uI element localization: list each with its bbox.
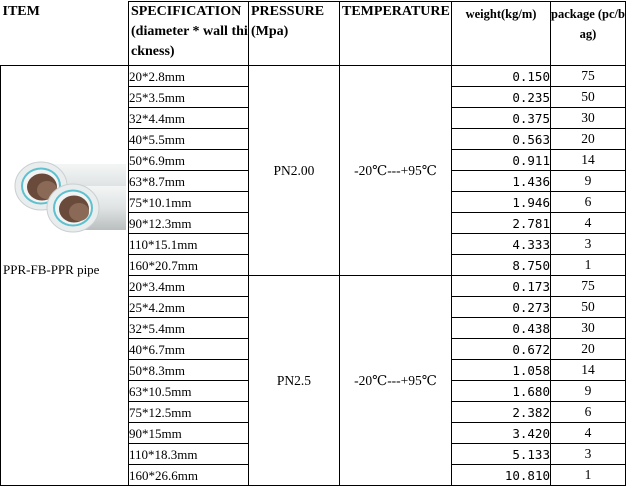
- header-specification: SPECIFICATION (diameter * wall thickness): [129, 2, 249, 66]
- weight-cell: 3.420: [452, 423, 551, 444]
- weight-cell: 0.672: [452, 339, 551, 360]
- spec-cell: 20*2.8mm: [129, 66, 249, 87]
- table-row: [1, 66, 626, 87]
- package-cell: 14: [551, 150, 626, 171]
- package-cell: 75: [551, 66, 626, 87]
- package-cell: 9: [551, 171, 626, 192]
- weight-cell: 0.375: [452, 108, 551, 129]
- item-cell: [1, 66, 129, 486]
- weight-cell: 1.946: [452, 192, 551, 213]
- weight-cell: 0.235: [452, 87, 551, 108]
- spec-cell: 110*15.1mm: [129, 234, 249, 255]
- table-body: [1, 66, 626, 486]
- header-package: package (pc/bag): [551, 2, 626, 66]
- package-cell: 3: [551, 444, 626, 465]
- temperature-cell: -20℃---+95℃: [340, 66, 452, 276]
- weight-cell: 0.563: [452, 129, 551, 150]
- spec-cell: 40*6.7mm: [129, 339, 249, 360]
- spec-cell: 20*3.4mm: [129, 276, 249, 297]
- spec-cell: 63*8.7mm: [129, 171, 249, 192]
- item-name: PPR-FB-PPR pipe: [3, 262, 100, 277]
- pressure-cell: PN2.5: [249, 276, 340, 486]
- spec-cell: 32*5.4mm: [129, 318, 249, 339]
- spec-cell: 110*18.3mm: [129, 444, 249, 465]
- header-pressure: PRESSURE (Mpa): [249, 2, 340, 66]
- header-temperature: TEMPERATURE: [340, 2, 452, 66]
- spec-cell: 50*6.9mm: [129, 150, 249, 171]
- package-cell: 20: [551, 129, 626, 150]
- weight-cell: 8.750: [452, 255, 551, 276]
- spec-cell: 90*12.3mm: [129, 213, 249, 234]
- spec-cell: 25*3.5mm: [129, 87, 249, 108]
- spec-cell: 40*5.5mm: [129, 129, 249, 150]
- weight-cell: 1.680: [452, 381, 551, 402]
- spec-cell: 160*26.6mm: [129, 465, 249, 486]
- weight-cell: 1.058: [452, 360, 551, 381]
- package-cell: 4: [551, 213, 626, 234]
- weight-cell: 2.781: [452, 213, 551, 234]
- weight-cell: 2.382: [452, 402, 551, 423]
- package-cell: 4: [551, 423, 626, 444]
- package-cell: 30: [551, 318, 626, 339]
- spec-cell: 160*20.7mm: [129, 255, 249, 276]
- package-cell: 50: [551, 297, 626, 318]
- package-cell: 3: [551, 234, 626, 255]
- package-cell: 6: [551, 192, 626, 213]
- spec-cell: 90*15mm: [129, 423, 249, 444]
- package-cell: 1: [551, 255, 626, 276]
- package-cell: 30: [551, 108, 626, 129]
- spec-cell: 63*10.5mm: [129, 381, 249, 402]
- package-cell: 20: [551, 339, 626, 360]
- package-cell: 75: [551, 276, 626, 297]
- pressure-cell: PN2.00: [249, 66, 340, 276]
- pipe-photo-icon: [1, 146, 128, 246]
- weight-cell: 0.150: [452, 66, 551, 87]
- header-item: ITEM: [1, 2, 129, 66]
- spec-cell: 75*10.1mm: [129, 192, 249, 213]
- weight-cell: 0.173: [452, 276, 551, 297]
- spec-table: [0, 1, 626, 486]
- spec-cell: 25*4.2mm: [129, 297, 249, 318]
- package-cell: 14: [551, 360, 626, 381]
- spec-cell: 50*8.3mm: [129, 360, 249, 381]
- weight-cell: 1.436: [452, 171, 551, 192]
- header-row: [1, 2, 626, 66]
- package-cell: 1: [551, 465, 626, 486]
- weight-cell: 0.273: [452, 297, 551, 318]
- weight-cell: 10.810: [452, 465, 551, 486]
- weight-cell: 5.133: [452, 444, 551, 465]
- spec-cell: 32*4.4mm: [129, 108, 249, 129]
- weight-cell: 4.333: [452, 234, 551, 255]
- weight-cell: 0.438: [452, 318, 551, 339]
- temperature-cell: -20℃---+95℃: [340, 276, 452, 486]
- weight-cell: 0.911: [452, 150, 551, 171]
- spec-cell: 75*12.5mm: [129, 402, 249, 423]
- header-weight: weight(kg/m): [452, 2, 551, 66]
- package-cell: 9: [551, 381, 626, 402]
- package-cell: 50: [551, 87, 626, 108]
- package-cell: 6: [551, 402, 626, 423]
